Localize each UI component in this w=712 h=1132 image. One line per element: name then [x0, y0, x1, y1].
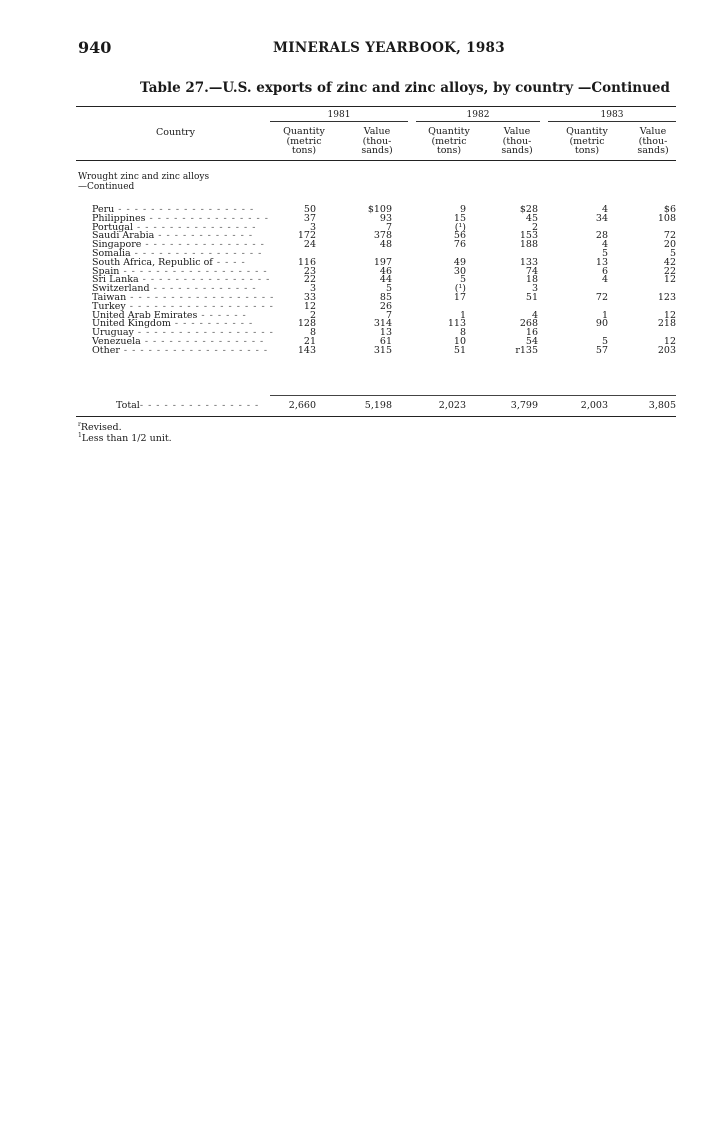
value-cell: 197 [373, 256, 392, 268]
value-cell: 4 [601, 204, 608, 215]
value-cell: 5 [601, 247, 608, 259]
value-header-1983: Value (thou- sands) [637, 126, 669, 156]
value-cell: 2 [309, 309, 316, 321]
year-rule-1983 [548, 121, 676, 122]
value-cell: 72 [663, 230, 676, 242]
quantity-header-1981: Quantity (metric tons) [283, 126, 325, 156]
value-cell: 17 [453, 291, 466, 303]
value-cell: 48 [379, 239, 392, 251]
value-cell: 3 [531, 283, 538, 295]
value-cell: 6 [601, 265, 608, 277]
value-cell: 8 [459, 327, 466, 339]
footnote: $^r$Revised. [78, 420, 122, 433]
value-cell: r135 [515, 344, 538, 356]
country-name: Other - - - - - - - - - - - - - - - - - - [92, 344, 269, 356]
country-name: South Africa, Republic of - - - - [92, 256, 246, 268]
total-cell: 3,805 [648, 400, 676, 411]
country-name: Somalia - - - - - - - - - - - - - - - - [92, 247, 263, 259]
table-body [76, 205, 676, 355]
value-cell: 74 [525, 265, 538, 277]
value-cell: 153 [519, 230, 538, 242]
value-cell: 44 [379, 274, 392, 286]
value-cell: 13 [379, 327, 392, 339]
value-cell: 42 [663, 256, 676, 268]
year-rule-1981 [270, 121, 408, 122]
value-cell: 12 [663, 335, 676, 347]
header-bottom-rule [76, 160, 676, 161]
value-cell: 9 [459, 204, 466, 215]
value-cell: 116 [297, 256, 316, 268]
value-cell: 4 [601, 239, 608, 251]
country-name: Singapore - - - - - - - - - - - - - - - [92, 239, 265, 251]
quantity-header-1983: Quantity (metric tons) [566, 126, 608, 156]
value-cell: 20 [663, 239, 676, 251]
value-cell: 7 [385, 309, 392, 321]
country-name: Uruguay - - - - - - - - - - - - - - - - - [92, 327, 274, 339]
year-header-1982: 1982 [466, 110, 490, 120]
value-cell: 61 [379, 335, 392, 347]
table-row [76, 346, 676, 355]
value-cell: 203 [657, 344, 676, 356]
value-cell: 46 [379, 265, 392, 277]
value-cell: 51 [453, 344, 466, 356]
value-cell: 49 [453, 256, 466, 268]
country-name: Switzerland - - - - - - - - - - - - - [92, 283, 257, 295]
value-header-1981: Value (thou- sands) [361, 126, 393, 156]
value-cell: 30 [453, 265, 466, 277]
country-name: Peru - - - - - - - - - - - - - - - - - [92, 204, 255, 215]
footnote: $^1$Less than 1/2 unit. [78, 431, 172, 444]
value-cell: 1 [459, 309, 466, 321]
value-cell: 1 [601, 309, 608, 321]
value-cell: 143 [297, 344, 316, 356]
country-name: Philippines - - - - - - - - - - - - - - - [92, 212, 269, 224]
value-cell: 4 [601, 274, 608, 286]
value-cell: 13 [595, 256, 608, 268]
page-number: 940 [78, 38, 112, 57]
value-cell: 23 [303, 265, 316, 277]
value-cell: 5 [385, 283, 392, 295]
table-top-rule [76, 106, 676, 107]
country-name: Saudi Arabia - - - - - - - - - - - - [92, 230, 254, 242]
year-rule-1982 [416, 121, 540, 122]
value-cell: 268 [519, 318, 538, 330]
country-name: Spain - - - - - - - - - - - - - - - - - - [92, 265, 268, 277]
value-cell: 108 [657, 212, 676, 224]
value-cell: 5 [459, 274, 466, 286]
page-header [78, 38, 678, 58]
value-cell: 57 [595, 344, 608, 356]
value-cell: 16 [525, 327, 538, 339]
total-cell: 5,198 [364, 400, 392, 411]
book-title: MINERALS YEARBOOK, 1983 [273, 40, 505, 56]
value-cell: 378 [373, 230, 392, 242]
value-cell: 15 [453, 212, 466, 224]
value-cell: 2 [531, 221, 538, 233]
country-name: United Kingdom - - - - - - - - - - [92, 318, 254, 330]
value-cell: $6 [663, 204, 676, 215]
total-cell: 2,660 [288, 400, 316, 411]
value-cell: 54 [525, 335, 538, 347]
section-label: Wrought zinc and zinc alloys —Continued [78, 172, 210, 192]
value-cell: 123 [657, 291, 676, 303]
value-cell: 18 [525, 274, 538, 286]
value-cell: $109 [367, 204, 392, 215]
country-name: Taiwan - - - - - - - - - - - - - - - - - - [92, 291, 275, 303]
value-cell: 7 [385, 221, 392, 233]
country-name: Turkey - - - - - - - - - - - - - - - - - - [92, 300, 274, 312]
total-rule [270, 395, 676, 396]
value-cell: 33 [303, 291, 316, 303]
value-cell: 218 [657, 318, 676, 330]
total-cell: 2,003 [580, 400, 608, 411]
value-cell: (¹) [454, 283, 466, 295]
country-name: United Arab Emirates - - - - - - [92, 309, 247, 321]
value-cell: 45 [525, 212, 538, 224]
quantity-header-1982: Quantity (metric tons) [428, 126, 470, 156]
value-cell: 22 [303, 274, 316, 286]
value-cell: 34 [595, 212, 608, 224]
value-cell: 85 [379, 291, 392, 303]
footnotes [78, 422, 172, 444]
value-cell: $28 [519, 204, 538, 215]
value-cell: 4 [531, 309, 538, 321]
value-cell: 72 [595, 291, 608, 303]
table-bottom-rule [76, 416, 676, 417]
value-cell: 8 [309, 327, 316, 339]
value-cell: 28 [595, 230, 608, 242]
value-cell: 12 [663, 274, 676, 286]
value-cell: 22 [663, 265, 676, 277]
value-cell: 113 [447, 318, 466, 330]
value-cell: 50 [303, 204, 316, 215]
table-title: Table 27.—U.S. exports of zinc and zinc alloys, by country —Continued [140, 80, 670, 96]
value-cell: 188 [519, 239, 538, 251]
value-cell: 315 [373, 344, 392, 356]
total-row [76, 401, 676, 411]
value-cell: 3 [309, 221, 316, 233]
country-name: Portugal - - - - - - - - - - - - - - - [92, 221, 257, 233]
value-cell: 5 [669, 247, 676, 259]
value-cell: 314 [373, 318, 392, 330]
value-cell: 12 [663, 309, 676, 321]
total-cell: 2,023 [438, 400, 466, 411]
year-header-1983: 1983 [600, 110, 624, 120]
value-cell: 56 [453, 230, 466, 242]
value-cell: 5 [601, 335, 608, 347]
value-cell: (¹) [454, 221, 466, 233]
value-cell: 3 [309, 283, 316, 295]
year-header-1981: 1981 [327, 110, 351, 120]
value-cell: 37 [303, 212, 316, 224]
total-cell: 3,799 [510, 400, 538, 411]
value-cell: 76 [453, 239, 466, 251]
value-header-1982: Value (thou- sands) [501, 126, 533, 156]
value-cell: 133 [519, 256, 538, 268]
value-cell: 51 [525, 291, 538, 303]
value-cell: 10 [453, 335, 466, 347]
country-name: Venezuela - - - - - - - - - - - - - - - [92, 335, 265, 347]
value-cell: 93 [379, 212, 392, 224]
value-cell: 12 [303, 300, 316, 312]
country-column-header: Country [156, 127, 195, 138]
total-label: Total- - - - - - - - - - - - - - - [116, 400, 260, 411]
value-cell: 21 [303, 335, 316, 347]
value-cell: 128 [297, 318, 316, 330]
value-cell: 90 [595, 318, 608, 330]
country-name: Sri Lanka - - - - - - - - - - - - - - - - [92, 274, 271, 286]
value-cell: 24 [303, 239, 316, 251]
value-cell: 172 [297, 230, 316, 242]
value-cell: 26 [379, 300, 392, 312]
